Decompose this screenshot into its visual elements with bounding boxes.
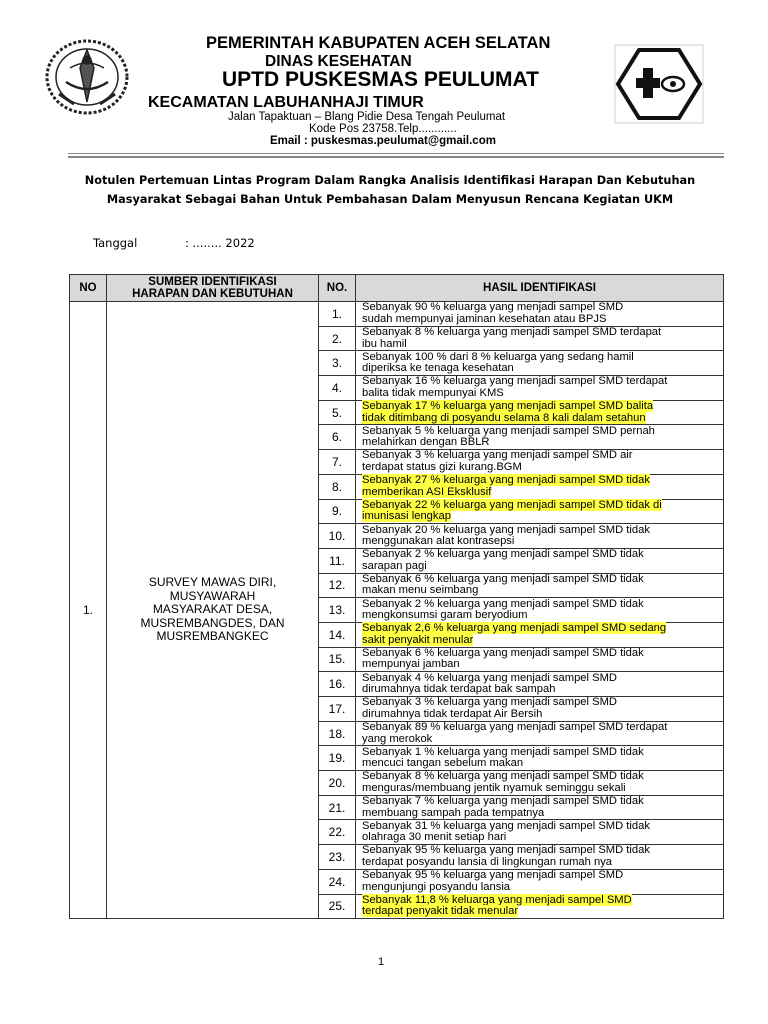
identification-result [356,672,724,697]
item-number: 2. [319,326,356,351]
identification-result [356,450,724,475]
result-line: Sebanyak 5 % keluarga yang menjadi sampel SMD pernah [362,424,655,437]
result-line: Sebanyak 16 % keluarga yang menjadi sampel SMD terdapat [362,375,668,388]
result-line: Sebanyak 2 % keluarga yang menjadi sampel SMD tidak [362,548,644,561]
header-source-line1: SUMBER IDENTIFIKASI [148,276,277,288]
identification-result [356,598,724,623]
result-line: mempunyai jamban [362,658,460,671]
result-line: olahraga 30 menit setiap hari [362,831,507,844]
header-source-line2: HARAPAN DAN KEBUTUHAN [132,288,293,300]
result-line: Sebanyak 2 % keluarga yang menjadi sampel SMD tidak [362,597,644,610]
result-line: Sebanyak 8 % keluarga yang menjadi sampel SMD terdapat [362,326,662,339]
regency-coat-of-arms-icon [44,38,130,116]
identification-result [356,721,724,746]
document-title-line2: Masyarakat Sebagai Bahan Untuk Pembahasan Dalam Menyusun Rencana Kegiatan UKM [106,193,674,206]
table-row [70,302,724,327]
item-number: 14. [319,622,356,647]
result-line: ibu hamil [362,337,407,350]
page-number: 1 [378,956,385,968]
item-number: 17. [319,697,356,722]
date-label: Tanggal [93,236,138,250]
highlighted-result-line: Sebanyak 22 % keluarga yang menjadi sampel SMD tidak di [362,498,662,511]
result-line: terdapat posyandu lansia di lingkungan rumah nya [362,855,613,868]
item-number: 4. [319,376,356,401]
result-line: mengunjungi posyandu lansia [362,880,511,893]
item-number: 23. [319,845,356,870]
result-line: Sebanyak 100 % dari 8 % keluarga yang sedang hamil [362,350,634,363]
item-number: 15. [319,647,356,672]
item-number: 16. [319,672,356,697]
document-title [60,171,720,209]
result-line: menguras/membuang jentik nyamuk seminggu sekali [362,781,626,794]
result-line: Sebanyak 90 % keluarga yang menjadi sampel SMD [362,301,624,314]
item-number: 21. [319,795,356,820]
highlighted-result-line: memberikan ASI Eksklusif [362,485,492,498]
result-line: makan menu seimbang [362,584,479,597]
highlighted-result-line: Sebanyak 2,6 % keluarga yang menjadi sampel SMD sedang [362,622,667,635]
highlighted-result-line: Sebanyak 11,8 % keluarga yang menjadi sampel SMD [362,893,632,906]
identification-result [356,845,724,870]
item-number: 1. [319,302,356,327]
document-title-line1: Notulen Pertemuan Lintas Program Dalam Rangka Analisis Identifikasi Harapan Dan Kebutuhan [84,174,696,187]
source-line: SURVEY MAWAS DIRI, [148,575,277,590]
identification-result [356,425,724,450]
identification-result [356,697,724,722]
identification-result [356,869,724,894]
result-line: dirumahnya tidak terdapat Air Bersih [362,707,543,720]
item-number: 22. [319,820,356,845]
item-number: 10. [319,524,356,549]
identification-result [356,499,724,524]
result-line: melahirkan dengan BBLR [362,436,490,449]
highlighted-result-line: Sebanyak 27 % keluarga yang menjadi sampel SMD tidak [362,474,650,487]
result-line: Sebanyak 6 % keluarga yang menjadi sampel SMD tidak [362,646,644,659]
item-number: 11. [319,548,356,573]
item-number: 12. [319,573,356,598]
result-line: dirumahnya tidak terdapat bak sampah [362,683,556,696]
identification-result [356,573,724,598]
source-line: MUSREMBANGDES, DAN [140,615,285,630]
letterhead-institution: UPTD PUSKESMAS PEULUMAT [222,68,539,91]
date-value: : ........ 2022 [185,236,255,250]
letterhead-postal: Kode Pos 23758.Telp............ [309,123,457,135]
row-number: 1. [70,302,107,919]
identification-result [356,302,724,327]
item-number: 20. [319,771,356,796]
identification-table [69,274,724,919]
letterhead-government: PEMERINTAH KABUPATEN ACEH SELATAN [206,34,551,52]
item-number: 7. [319,450,356,475]
result-line: Sebanyak 6 % keluarga yang menjadi sampel SMD tidak [362,572,644,585]
item-number: 3. [319,351,356,376]
item-number: 18. [319,721,356,746]
table-header-row [70,275,724,302]
letterhead-rule-thick [68,156,724,158]
item-number: 8. [319,474,356,499]
header-no: NO [70,275,107,302]
source-line: MASYARAKAT DESA, [152,602,273,617]
result-line: sarapan pagi [362,559,427,572]
highlighted-result-line: tidak ditimbang di posyandu selama 8 kali dalam setahun [362,411,646,424]
table-body [70,302,724,919]
identification-result [356,771,724,796]
result-line: Sebanyak 4 % keluarga yang menjadi sampel SMD [362,671,617,684]
result-line: balita tidak mempunyai KMS [362,386,504,399]
identification-result [356,820,724,845]
result-line: yang merokok [362,732,433,745]
header-result: HASIL IDENTIFIKASI [356,275,724,302]
identification-result [356,795,724,820]
result-line: Sebanyak 3 % keluarga yang menjadi sampel SMD air [362,449,633,462]
result-line: Sebanyak 31 % keluarga yang menjadi sampel SMD tidak [362,819,650,832]
item-number: 9. [319,499,356,524]
letterhead-district: KECAMATAN LABUHANHAJI TIMUR [148,94,424,111]
identification-result [356,400,724,425]
source-line: MUSYAWARAH [169,588,256,603]
item-number: 13. [319,598,356,623]
item-number: 6. [319,425,356,450]
identification-result [356,894,724,919]
identification-result [356,474,724,499]
identification-result [356,746,724,771]
result-line: membuang sampah pada tempatnya [362,806,545,819]
result-line: Sebanyak 95 % keluarga yang menjadi sampel SMD [362,869,624,882]
letterhead-rule-thin [68,153,724,154]
item-number: 19. [319,746,356,771]
result-line: Sebanyak 95 % keluarga yang menjadi sampel SMD tidak [362,844,650,857]
header-source [107,275,319,302]
letterhead-email: Email : puskesmas.peulumat@gmail.com [270,135,496,147]
date-line [93,236,255,250]
highlighted-result-line: Sebanyak 17 % keluarga yang menjadi sampel SMD balita [362,400,654,413]
highlighted-result-line: sakit penyakit menular [362,633,474,646]
letterhead-address: Jalan Tapaktuan – Blang Pidie Desa Tengah Peulumat [228,111,506,123]
identification-result [356,351,724,376]
item-number: 5. [319,400,356,425]
identification-result [356,622,724,647]
result-line: diperiksa ke tenaga kesehatan [362,362,514,375]
result-line: Sebanyak 1 % keluarga yang menjadi sampel SMD tidak [362,745,644,758]
highlighted-result-line: terdapat penyakit tidak menular [362,905,519,918]
result-line: Sebanyak 8 % keluarga yang menjadi sampel SMD tidak [362,770,644,783]
identification-result [356,548,724,573]
result-line: sudah mempunyai jaminan kesehatan atau BPJS [362,312,607,325]
identification-result [356,524,724,549]
source-line: MUSREMBANGKEC [156,629,269,644]
letterhead [0,0,768,160]
result-line: Sebanyak 89 % keluarga yang menjadi sampel SMD terdapat [362,721,668,734]
result-line: Sebanyak 7 % keluarga yang menjadi sampel SMD tidak [362,795,644,808]
item-number: 25. [319,894,356,919]
header-number: NO. [319,275,356,302]
item-number: 24. [319,869,356,894]
result-line: menggunakan alat kontrasepsi [362,535,515,548]
result-line: Sebanyak 3 % keluarga yang menjadi sampel SMD [362,696,617,709]
identification-result [356,326,724,351]
result-line: mencuci tangan sebelum makan [362,757,524,770]
identification-result [356,647,724,672]
highlighted-result-line: imunisasi lengkap [362,510,451,523]
letterhead-department: DINAS KESEHATAN [265,53,412,70]
puskesmas-logo-icon [614,44,704,124]
identification-source [107,302,319,919]
result-line: mengkonsumsi garam beryodium [362,609,528,622]
result-line: Sebanyak 20 % keluarga yang menjadi sampel SMD tidak [362,523,650,536]
identification-result [356,376,724,401]
result-line: terdapat status gizi kurang.BGM [362,460,522,473]
